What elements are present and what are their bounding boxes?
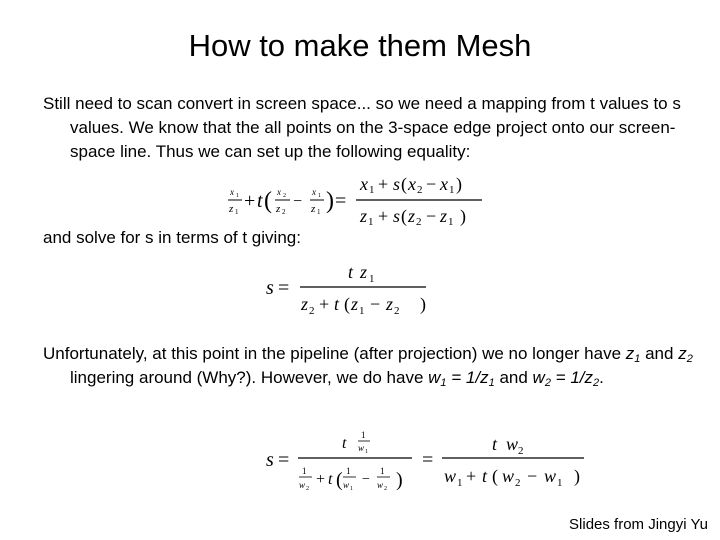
svg-text:+: + xyxy=(378,206,389,226)
svg-text:2: 2 xyxy=(394,305,400,317)
svg-text:(: ( xyxy=(401,206,407,226)
svg-text:t: t xyxy=(348,262,354,282)
var-z2-sub: 2 xyxy=(686,353,693,365)
var-w1-definition-sub: 1 xyxy=(488,377,495,389)
equation-s-of-t xyxy=(262,258,442,324)
equation-s-of-t-svg xyxy=(262,258,442,320)
svg-text:−: − xyxy=(370,294,381,314)
equation-equality xyxy=(224,170,494,234)
svg-text:+: + xyxy=(319,294,330,314)
svg-text:1: 1 xyxy=(368,216,374,228)
svg-text:+: + xyxy=(316,471,326,488)
svg-text:z: z xyxy=(360,262,368,282)
var-z2: z xyxy=(678,344,687,363)
svg-text:t: t xyxy=(334,294,340,314)
paragraph-mapping: Still need to scan convert in screen space... so we need a mapping from t values to s values. We know that the all points on the 3-space edge project onto our screen-space line. Thus we can set up the following equality: xyxy=(43,94,681,161)
svg-text:(: ( xyxy=(401,174,407,194)
svg-text:): ) xyxy=(396,469,403,491)
svg-text:2: 2 xyxy=(282,208,286,216)
svg-text:z: z xyxy=(351,294,359,314)
svg-text:=: = xyxy=(278,449,290,471)
svg-text:2: 2 xyxy=(306,486,309,492)
svg-text:z: z xyxy=(311,203,316,215)
svg-text:w: w xyxy=(377,480,384,490)
svg-text:w: w xyxy=(444,466,457,486)
var-w2: w xyxy=(532,368,545,387)
svg-text:−: − xyxy=(362,472,370,487)
svg-text:x: x xyxy=(312,187,316,197)
svg-text:+: + xyxy=(466,466,477,486)
var-z1: z xyxy=(625,344,635,363)
svg-text:1: 1 xyxy=(235,208,239,216)
svg-text:w: w xyxy=(343,480,350,490)
svg-text:=: = xyxy=(422,449,434,471)
equation-s-of-w xyxy=(262,428,602,504)
svg-text:−: − xyxy=(426,174,437,194)
svg-text:1: 1 xyxy=(365,449,368,455)
text-run: and xyxy=(494,368,533,387)
svg-text:2: 2 xyxy=(283,193,286,199)
svg-text:1: 1 xyxy=(448,216,454,228)
svg-text:x: x xyxy=(277,187,281,197)
svg-text:−: − xyxy=(426,206,437,226)
svg-text:x: x xyxy=(408,174,416,194)
svg-text:2: 2 xyxy=(515,477,521,489)
text-run: lingering around (Why?). However, we do have xyxy=(70,368,429,387)
svg-text:w: w xyxy=(502,466,515,486)
svg-text:w: w xyxy=(299,480,306,490)
svg-text:2: 2 xyxy=(417,184,423,196)
svg-text:t: t xyxy=(257,190,263,212)
svg-text:): ) xyxy=(574,466,580,486)
svg-text:=: = xyxy=(335,190,347,212)
svg-text:s: s xyxy=(266,277,274,299)
svg-text:s: s xyxy=(393,206,401,226)
svg-text:(: ( xyxy=(336,469,343,491)
svg-text:1: 1 xyxy=(380,466,385,476)
svg-text:1: 1 xyxy=(369,184,375,196)
svg-text:1: 1 xyxy=(359,305,365,317)
svg-text:z: z xyxy=(360,206,368,226)
svg-text:1: 1 xyxy=(457,477,463,489)
svg-text:): ) xyxy=(460,206,466,226)
svg-text:z: z xyxy=(386,294,394,314)
svg-text:s: s xyxy=(393,174,401,194)
svg-text:z: z xyxy=(440,206,448,226)
svg-text:x: x xyxy=(360,174,368,194)
var-w1-definition: = 1/z xyxy=(446,368,489,387)
var-z1-sub: 1 xyxy=(634,353,641,365)
svg-text:+: + xyxy=(378,174,389,194)
svg-text:w: w xyxy=(358,443,365,453)
svg-text:1: 1 xyxy=(236,193,239,199)
svg-text:): ) xyxy=(326,188,334,214)
paragraph-projection xyxy=(43,342,710,390)
svg-text:1: 1 xyxy=(369,273,375,285)
credit-text: Slides from Jingyi Yu xyxy=(569,516,708,533)
svg-text:2: 2 xyxy=(309,305,315,317)
svg-text:1: 1 xyxy=(449,184,455,196)
var-w2-definition-sub: 2 xyxy=(593,377,600,389)
svg-text:w: w xyxy=(544,466,557,486)
svg-text:w: w xyxy=(506,434,519,454)
svg-text:(: ( xyxy=(344,294,350,314)
svg-text:t: t xyxy=(482,466,488,486)
svg-text:x: x xyxy=(440,174,448,194)
svg-text:): ) xyxy=(420,294,426,314)
text-run: and xyxy=(640,344,679,363)
svg-text:x: x xyxy=(230,187,234,197)
svg-text:t: t xyxy=(342,435,347,452)
svg-text:(: ( xyxy=(264,188,272,214)
text-run: Unfortunately, at this point in the pipeline (after projection) we no longer have xyxy=(43,344,626,363)
equation-s-of-w-svg xyxy=(262,428,602,500)
equation-equality-svg xyxy=(224,170,494,230)
svg-text:1: 1 xyxy=(302,466,307,476)
svg-text:1: 1 xyxy=(318,193,321,199)
var-w1: w xyxy=(428,368,441,387)
svg-text:=: = xyxy=(278,277,290,299)
svg-text:z: z xyxy=(276,203,281,215)
svg-text:1: 1 xyxy=(361,430,366,440)
text-run: . xyxy=(599,368,604,387)
paragraph-solve: and solve for s in terms of t giving: xyxy=(43,228,301,247)
svg-text:(: ( xyxy=(492,466,498,486)
svg-text:1: 1 xyxy=(346,466,351,476)
svg-text:−: − xyxy=(527,466,538,486)
svg-text:z: z xyxy=(229,203,234,215)
var-w2-definition: = 1/z xyxy=(550,368,594,387)
svg-text:+: + xyxy=(244,190,256,212)
svg-text:2: 2 xyxy=(384,486,387,492)
svg-text:2: 2 xyxy=(518,445,524,457)
svg-text:1: 1 xyxy=(350,486,353,492)
svg-text:t: t xyxy=(492,434,498,454)
slide-title: How to make them Mesh xyxy=(188,28,532,63)
svg-text:−: − xyxy=(293,193,303,210)
svg-text:t: t xyxy=(328,471,333,488)
svg-text:1: 1 xyxy=(557,477,563,489)
svg-text:z: z xyxy=(301,294,309,314)
var-w1-sub: 1 xyxy=(440,377,447,389)
var-w2-sub: 2 xyxy=(544,377,551,389)
svg-text:): ) xyxy=(456,174,462,194)
svg-text:s: s xyxy=(266,449,274,471)
svg-text:1: 1 xyxy=(317,208,321,216)
svg-text:2: 2 xyxy=(416,216,422,228)
svg-text:z: z xyxy=(408,206,416,226)
